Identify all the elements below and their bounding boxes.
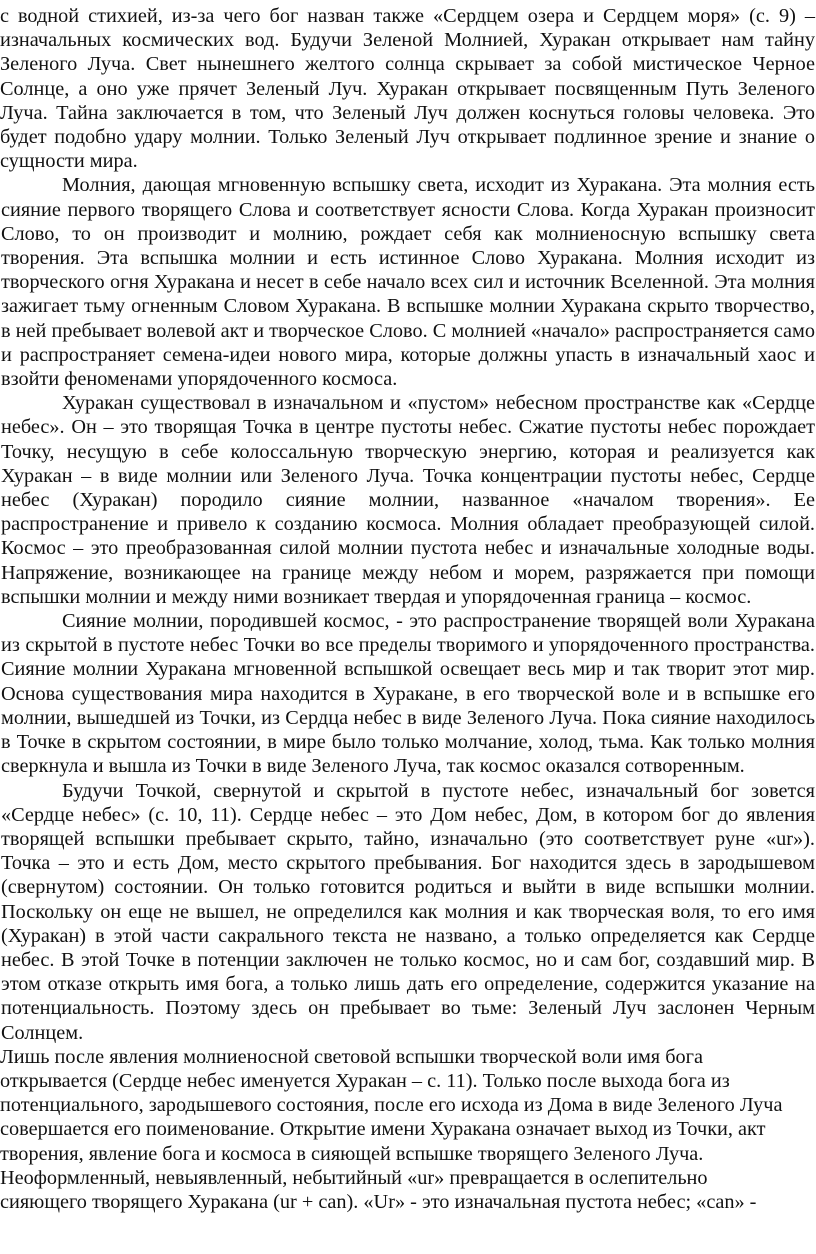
text-line: творения, явление бога и космоса в сияющей вспышке творящего Зеленого Луча. bbox=[0, 1142, 704, 1165]
text-line: сияющего творящего Хуракана (ur + can). «Ur» - это изначальная пустота небес; «can» - bbox=[0, 1190, 757, 1213]
paragraph: Молния, дающая мгновенную вспышку света, исходит из Хуракана. Эта молния есть сияние первого творящего Слова и соответствует ясности Слова. Когда Хуракан произносит Слово, то он производит и молнию, рождает себя как молниеносную вспышку света творения. Эта вспышка молнии и есть истинное Слово Хуракана. Молния исходит из творческого огня Хуракана и несет в себе начало всех сил и источник Вселенной. Эта молния зажигает тьму огненным Словом Хуракана. В вспышке молнии Хуракана скрыто творчество, в ней пребывает волевой акт и творческое Слово. С молнией «начало» распространяется само и распространяет семена-идеи нового мира, которые должны упасть в изначальный хаос и взойти феноменами упорядоченного космоса. bbox=[1, 174, 815, 391]
paragraph: с водной стихией, из-за чего бог назван также «Сердцем озера и Сердцем моря» (с. 9) – изначальных космических вод. Будучи Зеленой Молнией, Хуракан открывает нам тайну Зеленого Луча. Свет нынешнего желтого солнца скрывает за собой мистическое Черное Солнце, а оно уже прячет Зеленый Луч. Хуракан открывает посвященным Путь Зеленого Луча. Тайна заключается в том, что Зеленый Луч должен коснуться головы человека. Это будет подобно удару молнии. Только Зеленый Луч открывает подлинное зрение и знание о сущности мира. bbox=[0, 5, 815, 173]
paragraph: Сияние молнии, породившей космос, - это распространение творящей воли Хуракана из скрытой в пустоте небес Точки во все пределы творимого и упорядоченного пространства. Сияние молнии Хуракана мгновенной вспышкой освещает весь мир и так творит этот мир. Основа существования мира находится в Хуракане, в его творческой воле и в вспышке его молнии, вышедшей из Точки, из Сердца небес в виде Зеленого Луча. Пока сияние находилось в Точке в скрытом состоянии, в мире было только молчание, холод, тьма. Как только молния сверкнула и вышла из Точки в виде Зеленого Луча, так космос оказался сотворенным. bbox=[1, 610, 815, 778]
paragraph bbox=[0, 1045, 815, 1214]
text-line: открывается (Сердце небес именуется Хуракан – с. 11). Только после выхода бога из bbox=[0, 1069, 730, 1092]
paragraph: Будучи Точкой, свернутой и скрытой в пустоте небес, изначальный бог зовется «Сердце небес» (с. 10, 11). Сердце небес – это Дом небес, Дом, в котором бог до явления творящей вспышки пребывает скрыто, тайно, изначально (это соответствует руне «ur»). Точка – это и есть Дом, место скрытого пребывания. Бог находится здесь в зародышевом (свернутом) состоянии. Он только готовится родиться и выйти в виде вспышки молнии. Поскольку он еще не вышел, не определился как молния и как творческая воля, то его имя (Хуракан) в этой части сакрального текста не названо, а только определяется как Сердце небес. В этой Точке в потенции заключен не только космос, но и сам бог, создавший мир. В этом отказе открыть имя бога, а только лишь дать его определение, содержится указание на потенциальность. Поэтому здесь он пребывает во тьме: Зеленый Луч заслонен Черным Солнцем. bbox=[1, 779, 815, 1044]
paragraph: Хуракан существовал в изначальном и «пустом» небесном пространстве как «Сердце небес». Он – это творящая Точка в центре пустоты небес. Сжатие пустоты небес порождает Точку, несущую в себе колоссальную творческую энергию, которая и реализуется как Хуракан – в виде молнии или Зеленого Луча. Точка концентрации пустоты небес, Сердце небес (Хуракан) породило сияние молнии, названное «началом творения». Ее распространение и привело к созданию космоса. Молния обладает преобразующей силой. Космос – это преобразованная силой молнии пустота небес и изначальные холодные воды. Напряжение, возникающее на границе между небом и морем, разряжается при помощи вспышки молнии и между ними возникает твердая и упорядоченная граница – космос. bbox=[1, 392, 815, 608]
text-line: совершается его поименование. Открытие имени Хуракана означает выход из Точки, акт bbox=[0, 1118, 766, 1141]
text-line: Лишь после явления молниеносной световой вспышки творческой воли имя бога bbox=[0, 1045, 703, 1068]
text-line: потенциального, зародышевого состояния, после его исхода из Дома в виде Зеленого Луча bbox=[0, 1094, 783, 1117]
text-line: Неоформленный, невыявленный, небытийный «ur» превращается в ослепительно bbox=[0, 1166, 708, 1189]
